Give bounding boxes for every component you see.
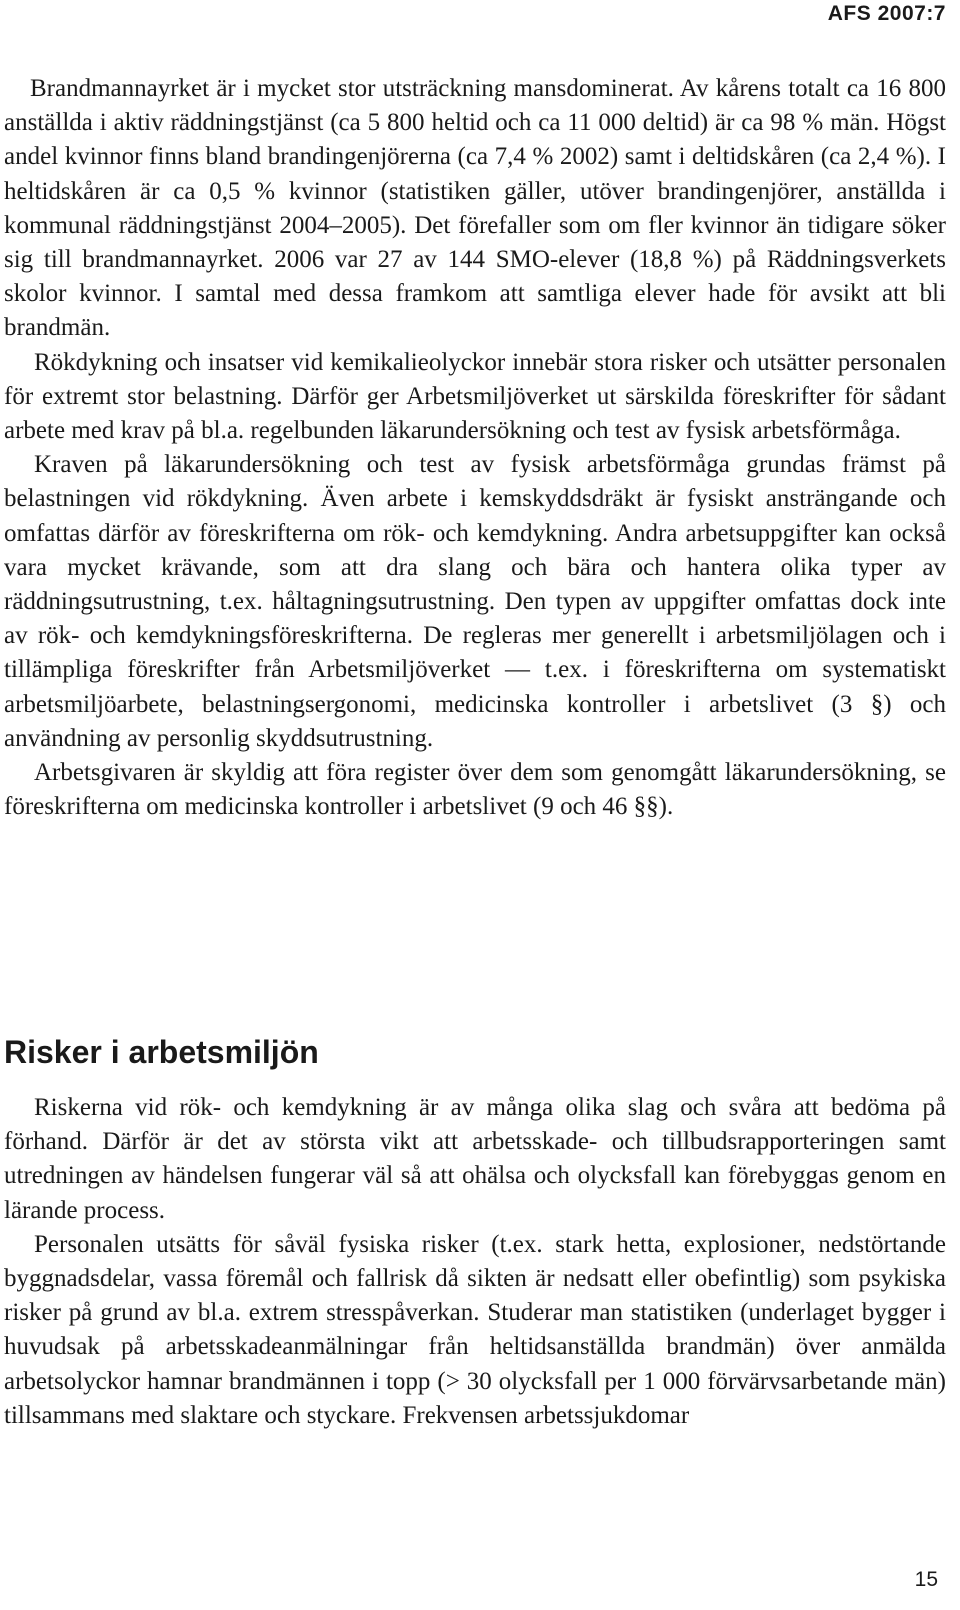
- page-number: 15: [914, 1568, 938, 1591]
- section-heading: Risker i arbetsmiljön: [4, 1034, 319, 1070]
- document-id: AFS 2007:7: [827, 2, 946, 25]
- paragraph: Brandmannayrket är i mycket stor utsträckning mansdominerat. Av kårens totalt ca 16 800 anställda i aktiv räddningstjänst (ca 5 800 heltid och ca 11 000 deltid) är ca 98 % män. Högst andel kvinnor finns bland brandingenjörerna (ca 7,4 % 2002) samt i deltidskåren (ca 2,4 %). I heltidskåren är ca 0,5 % kvinnor (statistiken gäller, utöver brandingenjörer, anställda i kommunal räddningstjänst 2004–2005). Det förefaller som om fler kvinnor än tidigare söker sig till brandmannayrket. 2006 var 27 av 144 SMO-elever (18,8 %) på Räddningsverkets skolor kvinnor. I samtal med dessa framkom att samtliga elever hade för avsikt att bli brandmän.: [4, 75, 946, 342]
- intro-text: [0, 72, 960, 824]
- paragraph: Arbetsgivaren är skyldig att föra register över dem som genomgått läkarundersökning, se föreskrifterna om medicinska kontroller i arbetslivet (9 och 46 §§).: [4, 759, 946, 821]
- section-text: [0, 1091, 960, 1433]
- paragraph: Personalen utsätts för såväl fysiska risker (t.ex. stark hetta, explosioner, nedstörtande byggnadsdelar, vassa föremål och fallrisk då sikten är nedsatt eller obefintlig) som psykiska risker på grund av bl.a. extrem stresspåverkan. Studerar man statistiken (underlaget bygger i huvudsak på arbetsskadeanmälningar från heltidsanställda brandmän) över anmälda arbetsolyckor hamnar brandmännen i topp (> 30 olycksfall per 1 000 förvärvsarbetande män) tillsammans med slaktare och styckare. Frekvensen arbetssjukdomar: [4, 1230, 946, 1429]
- paragraph: Rökdykning och insatser vid kemikalieolyckor innebär stora risker och utsätter personalen för extremt stor belastning. Därför ger Arbetsmiljöverket ut särskilda föreskrifter för sådant arbete med krav på bl.a. regelbunden läkarundersökning och test av fysisk arbetsförmåga.: [4, 348, 946, 445]
- page-header: [0, 0, 960, 28]
- paragraph: Riskerna vid rök- och kemdykning är av många olika slag och svåra att bedöma på förhand. Därför är det av största vikt att arbetsskade- och tillbudsrapporteringen samt utredningen av händelsen fungerar väl så att ohälsa och olycksfall kan förebyggas genom en lärande process.: [4, 1094, 946, 1224]
- paragraph: Kraven på läkarundersökning och test av fysisk arbetsförmåga grundas främst på belastningen vid rökdykning. Även arbete i kemskyddsdräkt är fysiskt ansträngande och omfattas därför av föreskrifterna om rök- och kemdykning. Andra arbetsuppgifter kan också vara mycket krävande, som att dra slang och bära och hantera olika typer av räddningsutrustning, t.ex. håltagningsutrustning. Den typen av uppgifter omfattas dock inte av rök- och kemdykningsföreskrifterna. De regleras mer generellt i arbetsmiljölagen och i tillämpliga föreskrifter från Arbetsmiljöverket — t.ex. i föreskrifterna om systematiskt arbetsmiljöarbete, belastningsergonomi, medicinska kontroller i arbetslivet (3 §) och användning av personlig skyddsutrustning.: [4, 451, 946, 752]
